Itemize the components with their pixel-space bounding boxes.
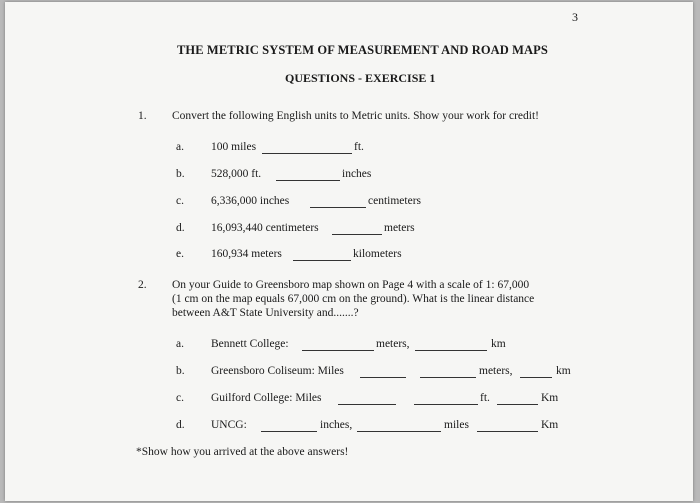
q2a-unit-1: meters, (376, 338, 410, 350)
q2a-unit-2: km (491, 338, 506, 350)
q1-prompt: Convert the following English units to Metric units. Show your work for credit! (172, 110, 539, 122)
q2c-letter: c. (176, 392, 184, 404)
q1d-given: 16,093,440 centimeters (211, 222, 319, 234)
q2d-place: UNCG: (211, 419, 247, 431)
q1d-letter: d. (176, 222, 185, 234)
q1a-given: 100 miles (211, 141, 257, 153)
q1d-answer-blank[interactable] (332, 234, 382, 235)
q2a-letter: a. (176, 338, 184, 350)
q2a-place: Bennett College: (211, 338, 289, 350)
q2-prompt-line-2: (1 cm on the map equals 67,000 cm on the ground). What is the linear distance (172, 293, 535, 305)
q1e-letter: e. (176, 248, 184, 260)
footer-note: *Show how you arrived at the above answers! (136, 446, 349, 458)
q1e-answer-blank[interactable] (293, 260, 351, 261)
q1c-given: 6,336,000 inches (211, 195, 290, 207)
q2d-miles-blank[interactable] (357, 431, 441, 432)
q1a-unit: ft. (354, 141, 364, 153)
q2a-km-blank[interactable] (415, 350, 487, 351)
q2c-unit-2: Km (541, 392, 559, 404)
q1e-unit: kilometers (353, 248, 402, 260)
q1b-letter: b. (176, 168, 185, 180)
q2c-unit-1: ft. (480, 392, 490, 404)
page-number: 3 (572, 10, 578, 24)
q1a-letter: a. (176, 141, 184, 153)
q1c-unit: centimeters (368, 195, 422, 207)
q2b-unit-1: meters, (479, 365, 513, 377)
worksheet-page (5, 2, 693, 501)
q2b-place: Greensboro Coliseum: Miles (211, 365, 344, 377)
q2a-meters-blank[interactable] (302, 350, 374, 351)
q1-number: 1. (138, 110, 147, 122)
q2d-inches-blank[interactable] (261, 431, 317, 432)
q2-prompt-line-3: between A&T State University and.......? (172, 307, 359, 319)
q1b-unit: inches (342, 168, 372, 180)
q2d-unit-1: inches, (320, 419, 353, 431)
q2d-unit-3: Km (541, 419, 559, 431)
q1a-answer-blank[interactable] (262, 153, 352, 154)
q1b-given: 528,000 ft. (211, 168, 262, 180)
q2b-meters-blank[interactable] (420, 377, 476, 378)
q1b-answer-blank[interactable] (276, 180, 340, 181)
q2c-km-blank[interactable] (497, 404, 538, 405)
q2c-ft-blank[interactable] (414, 404, 478, 405)
q2b-unit-2: km (556, 365, 571, 377)
q2c-miles-blank[interactable] (338, 404, 396, 405)
page-title: THE METRIC SYSTEM OF MEASUREMENT AND ROAD MAPS (177, 43, 548, 57)
q1c-answer-blank[interactable] (310, 207, 366, 208)
q1c-letter: c. (176, 195, 184, 207)
q2d-letter: d. (176, 419, 185, 431)
q2b-letter: b. (176, 365, 185, 377)
q2d-unit-2: miles (444, 419, 469, 431)
q2-prompt-line-1: On your Guide to Greensboro map shown on Page 4 with a scale of 1: 67,000 (172, 279, 530, 291)
q2b-km-blank[interactable] (520, 377, 552, 378)
q1e-given: 160,934 meters (211, 248, 282, 260)
q2c-place: Guilford College: Miles (211, 392, 322, 404)
q2-number: 2. (138, 279, 147, 291)
q1d-unit: meters (384, 222, 415, 234)
q2d-km-blank[interactable] (477, 431, 538, 432)
q2b-miles-blank[interactable] (360, 377, 406, 378)
page-subtitle: QUESTIONS - EXERCISE 1 (285, 71, 436, 85)
